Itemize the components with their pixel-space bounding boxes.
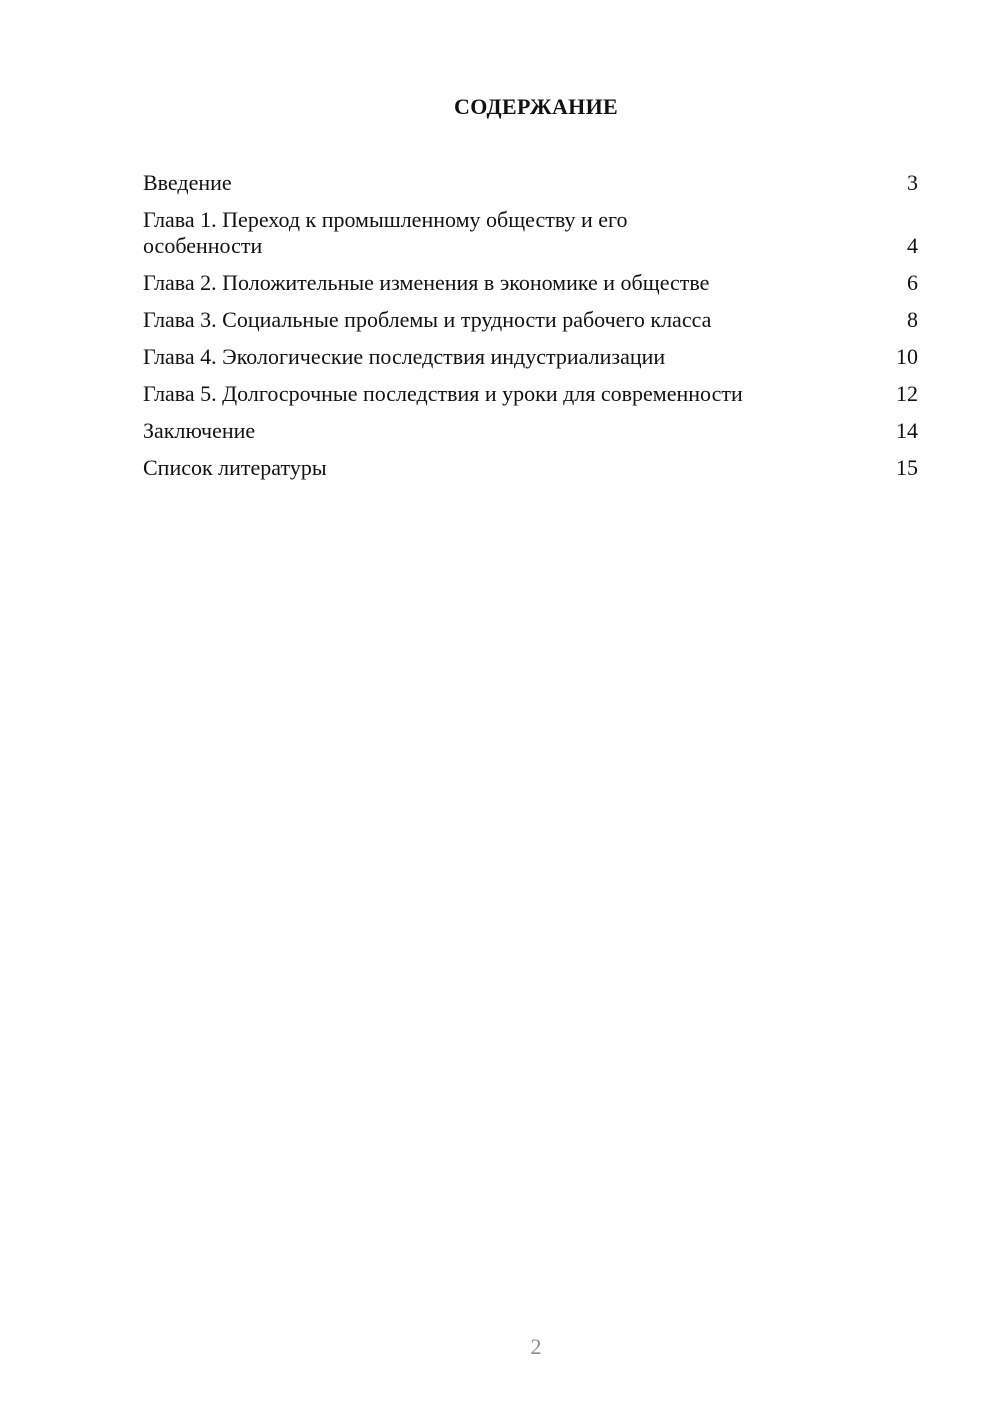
page-title: СОДЕРЖАНИЕ [454, 94, 618, 119]
toc-entry-page: 6 [907, 270, 918, 295]
toc-entry-title: Глава 4. Экологические последствия индустриализации [143, 344, 666, 369]
toc-entry-title: Введение [143, 170, 232, 195]
toc-entry-title: Глава 5. Долгосрочные последствия и уроки для современности [143, 381, 743, 406]
toc-entry-title: Заключение [143, 418, 256, 443]
toc-entry-page: 4 [907, 233, 918, 258]
toc-entry-introduction [143, 170, 918, 196]
toc-entry-chapter-1 [143, 207, 918, 259]
toc-entry-title: Список литературы [143, 455, 327, 480]
toc-entry-title: Глава 3. Социальные проблемы и трудности рабочего класса [143, 307, 712, 332]
toc-entry-page: 15 [896, 455, 918, 480]
toc-entry-bibliography [143, 455, 918, 481]
toc-entry-chapter-3 [143, 307, 918, 333]
table-of-contents [143, 170, 918, 492]
toc-entry-conclusion [143, 418, 918, 444]
toc-entry-chapter-5 [143, 381, 918, 407]
toc-entry-chapter-4 [143, 344, 918, 370]
toc-entry-page: 10 [896, 344, 918, 369]
toc-entry-page: 12 [896, 381, 918, 406]
toc-entry-title: Глава 2. Положительные изменения в экономике и обществе [143, 270, 710, 295]
toc-entry-page: 8 [907, 307, 918, 332]
toc-entry-page: 14 [896, 418, 918, 443]
page-number: 2 [530, 1334, 542, 1359]
toc-entry-chapter-2 [143, 270, 918, 296]
toc-entry-page: 3 [907, 170, 918, 195]
toc-entry-title: Глава 1. Переход к промышленному обществу и его особенности [143, 207, 628, 258]
